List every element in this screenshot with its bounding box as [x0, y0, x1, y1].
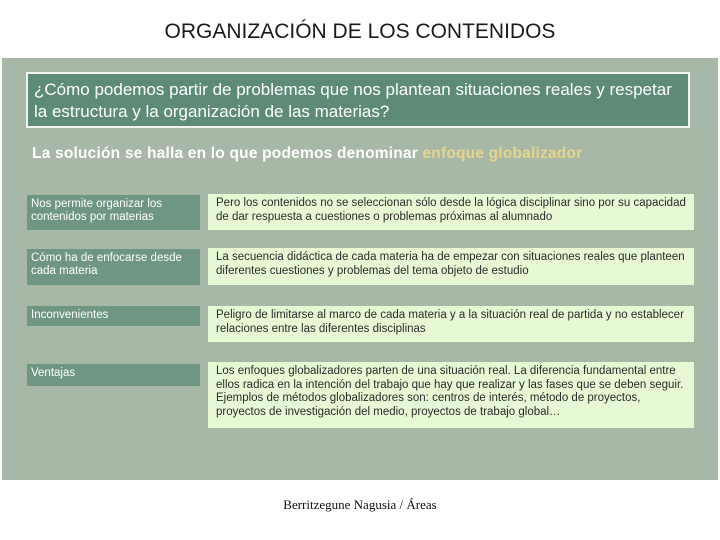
- solution-prefix: La solución se halla en lo que podemos denominar: [32, 145, 423, 162]
- row-text-inconvenientes: Peligro de limitarse al marco de cada materia y a la situación real de partida y no establecer relaciones entre las diferentes disciplinas: [208, 306, 694, 342]
- solution-highlight: enfoque globalizador: [422, 145, 583, 162]
- row-label-inconvenientes: Inconvenientes: [27, 306, 200, 326]
- solution-statement: [32, 145, 702, 163]
- row-text-enfoque: La secuencia didáctica de cada materia ha de empezar con situaciones reales que planteen diferentes cuestiones y problemas del tema objeto de estudio: [208, 248, 694, 285]
- row-label-organizar: Nos permite organizar los contenidos por materias: [27, 195, 200, 230]
- row-label-enfoque: Cómo ha de enfocarse desde cada materia: [27, 249, 200, 285]
- row-text-ventajas: Los enfoques globalizadores parten de una situación real. La diferencia fundamental entre ellos radica en la intención del trabajo que hay que realizar y las fases que se deben seguir. Ejemplos de métodos globalizadores son: centros de interés, método de proyectos, proyectos de investigación del medio, proyectos de trabajo global…: [208, 362, 694, 428]
- row-label-ventajas: Ventajas: [27, 364, 200, 386]
- footer-source: Berritzegune Nagusia / Áreas: [283, 497, 437, 512]
- row-text-organizar: Pero los contenidos no se seleccionan sólo desde la lógica disciplinar sino por su capacidad de dar respuesta a cuestiones o problemas próximas al alumnado: [208, 194, 694, 230]
- slide-title: ORGANIZACIÓN DE LOS CONTENIDOS: [164, 20, 556, 43]
- question-box: ¿Cómo podemos partir de problemas que nos plantean situaciones reales y respetar la estructura y la organización de las materias?: [26, 72, 690, 128]
